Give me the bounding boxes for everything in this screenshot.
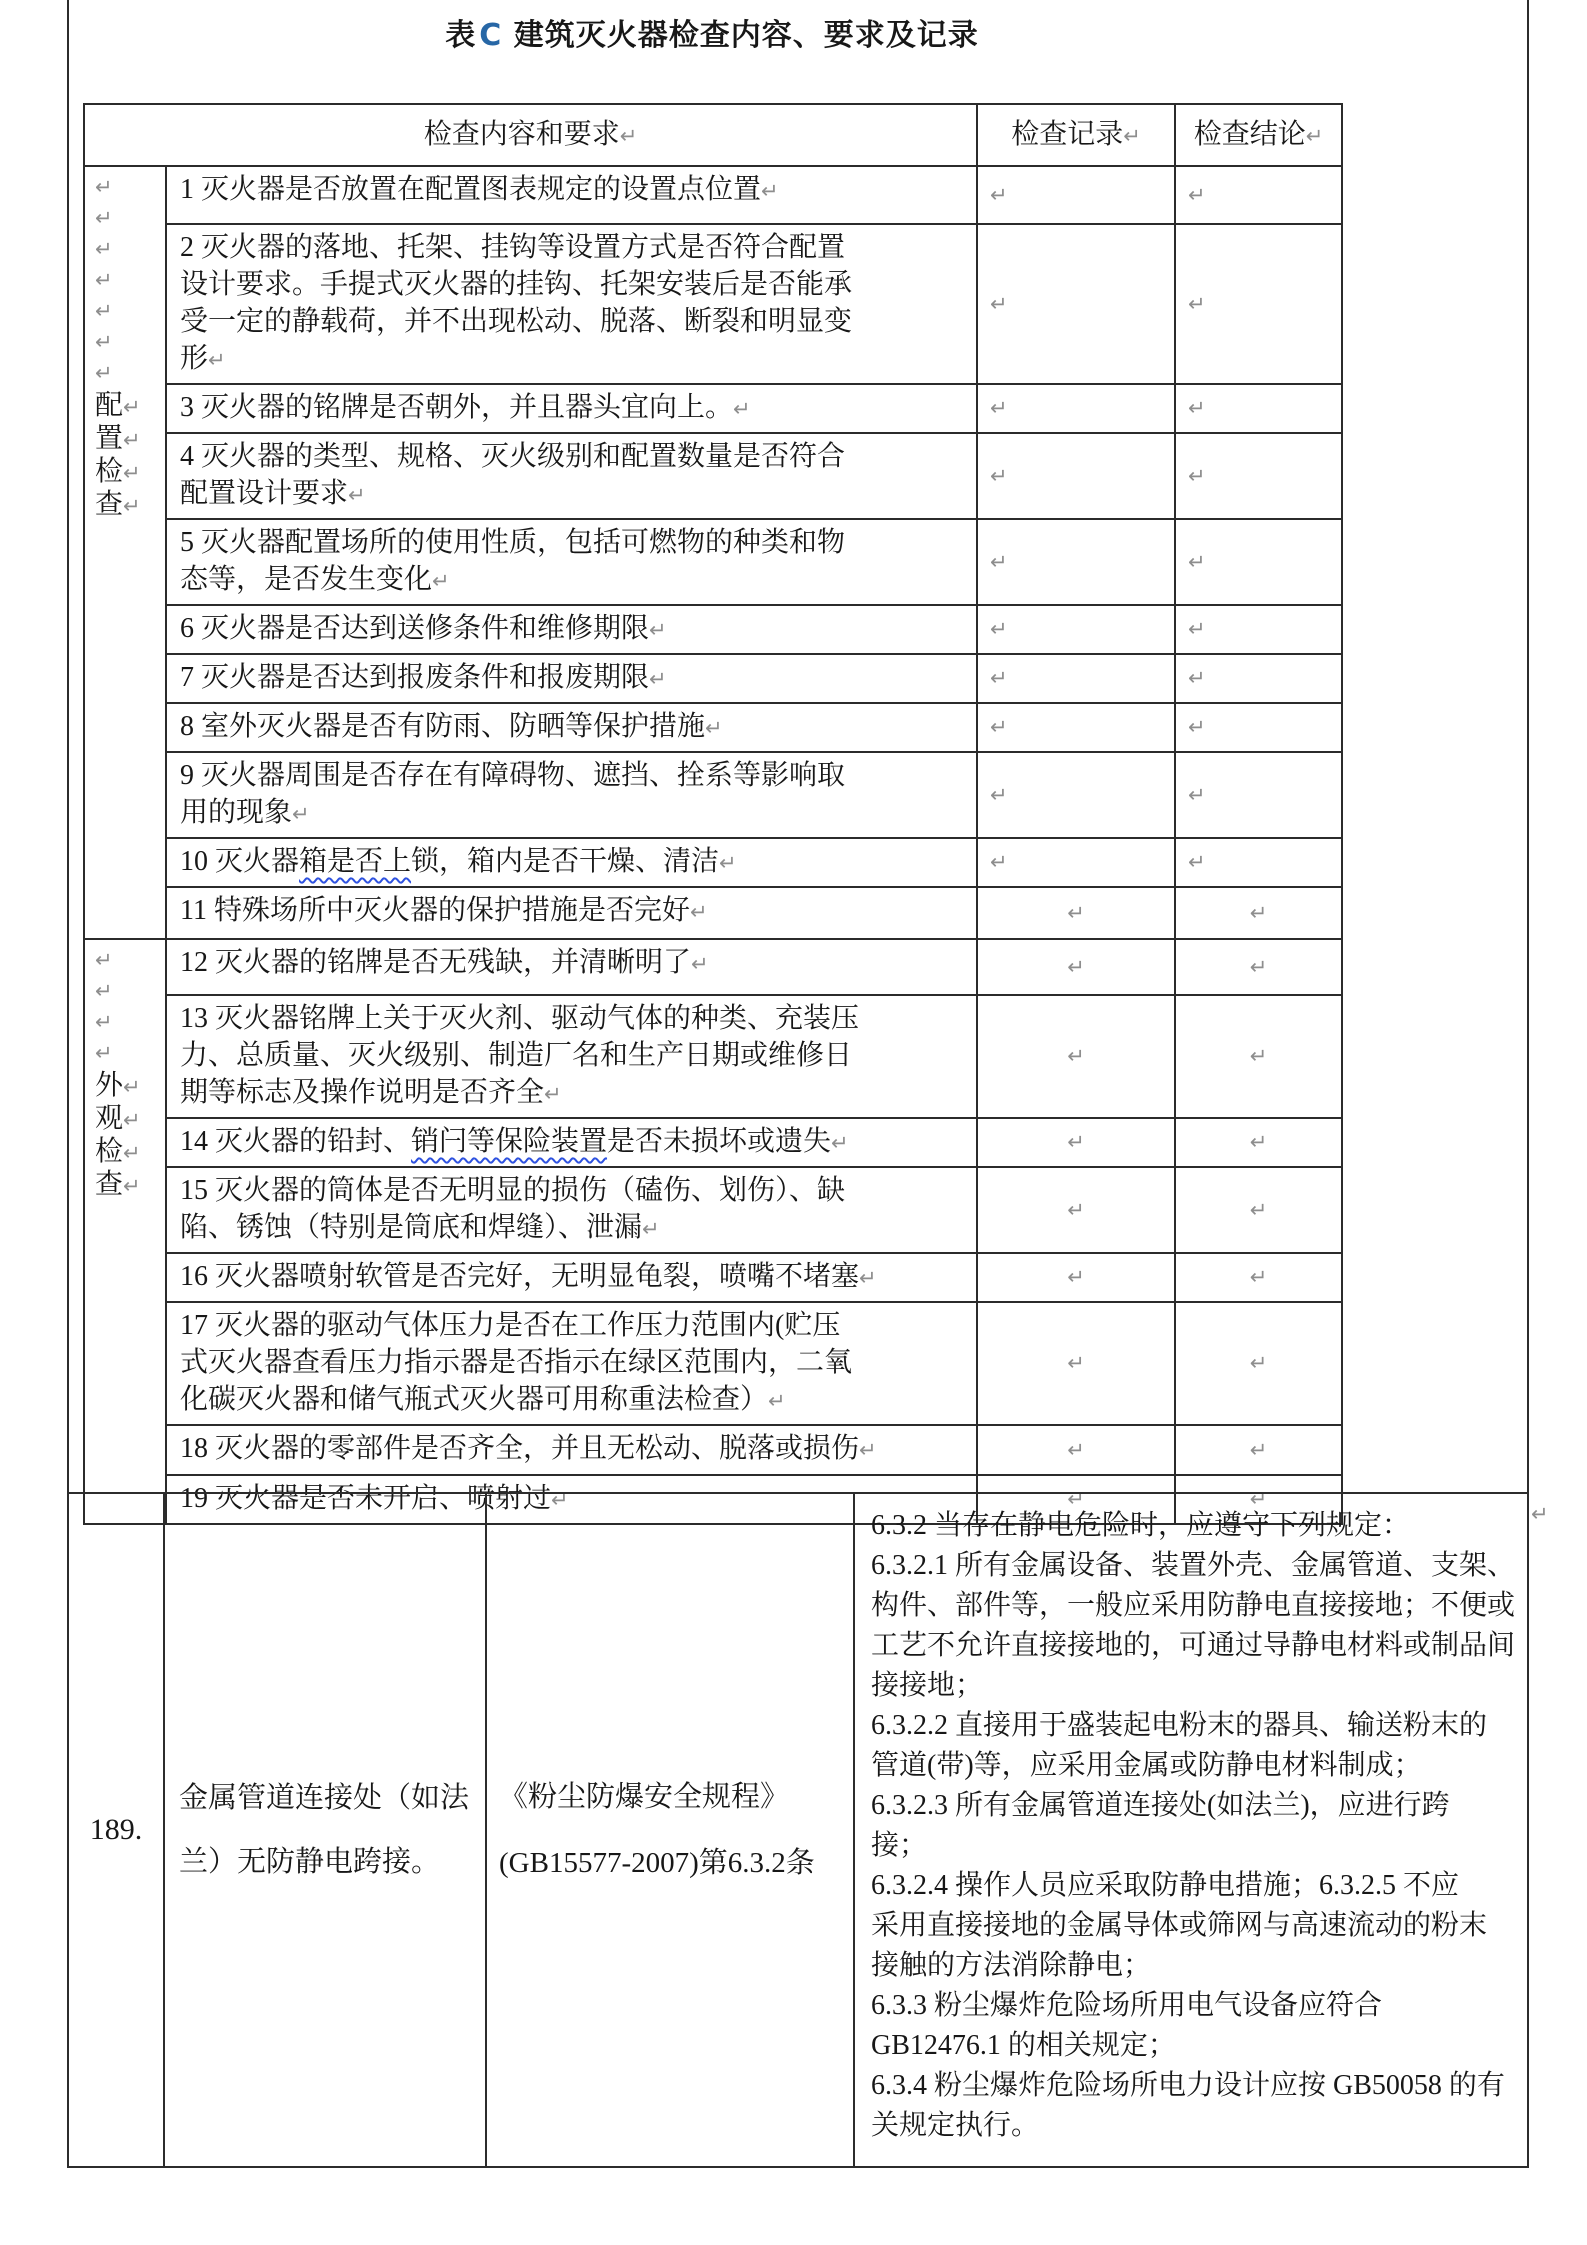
text-segment: 19 灭火器是否未开启、喷射过 bbox=[180, 1483, 552, 1514]
standard-text-line: 关规定执行。 bbox=[871, 2110, 1040, 2141]
text-segment: 配置设计要求 bbox=[180, 478, 349, 509]
item-text-cell bbox=[166, 433, 977, 519]
paragraph-mark: ↵ bbox=[123, 395, 141, 419]
title-prefix: 表 bbox=[445, 19, 477, 52]
text-segment: 1 灭火器是否放置在配置图表规定的设置点位置 bbox=[180, 174, 762, 205]
category-char: 观↵ bbox=[95, 1103, 141, 1134]
text-segment: 3 灭火器的铭牌是否朝外，并且器头宜向上。 bbox=[180, 392, 734, 423]
record-cell bbox=[977, 654, 1175, 703]
text-segment: 形 bbox=[180, 343, 209, 374]
paragraph-mark: ↵ bbox=[1067, 1437, 1085, 1462]
item-description-line: 金属管道连接处（如法 bbox=[179, 1782, 470, 1814]
paragraph-mark: ↵ bbox=[1531, 1502, 1549, 1526]
paragraph-mark: ↵ bbox=[1249, 1265, 1268, 1289]
text-segment: 18 灭火器的零部件是否齐全，并且无松动、脱落或损伤 bbox=[180, 1433, 860, 1464]
text-segment: 2 灭火器的落地、托架、挂钩等设置方式是否符合配置 bbox=[180, 232, 846, 263]
item-text-cell bbox=[166, 703, 977, 752]
text-line bbox=[180, 229, 970, 266]
item-number: 189. bbox=[89, 1813, 143, 1846]
paragraph-mark: ↵ bbox=[95, 237, 113, 261]
text-segment: 设计要求。手提式灭火器的挂钩、托架安装后是否能承 bbox=[180, 269, 853, 300]
conclusion-cell bbox=[1175, 224, 1342, 384]
standard-text-line: 6.3.2 当存在静电危险时，应遵守下列规定： bbox=[871, 1510, 1411, 1541]
text-line bbox=[180, 475, 970, 514]
table-row bbox=[84, 654, 1342, 703]
table-row bbox=[84, 752, 1342, 838]
paragraph-mark-line bbox=[95, 173, 163, 204]
standard-text-line: 工艺不允许直接接地的，可通过导静电材料或制品间 bbox=[871, 1630, 1516, 1661]
paragraph-mark: ↵ bbox=[619, 124, 638, 148]
text-segment: 15 灭火器的筒体是否无明显的损伤（磕伤、划伤）、缺 bbox=[180, 1175, 846, 1206]
paragraph-mark: ↵ bbox=[544, 1082, 562, 1106]
paragraph-mark: ↵ bbox=[123, 1108, 141, 1132]
text-segment: 12 灭火器的铭牌是否无残缺，并清晰明了 bbox=[180, 947, 692, 978]
table-row bbox=[84, 1118, 1342, 1167]
text-line bbox=[180, 171, 970, 210]
paragraph-mark: ↵ bbox=[1188, 666, 1206, 690]
item-text-cell bbox=[166, 1118, 977, 1167]
paragraph-mark: ↵ bbox=[208, 348, 226, 372]
paragraph-mark: ↵ bbox=[95, 175, 113, 199]
standard-text-line: 接触的方法消除静电； bbox=[871, 1950, 1152, 1981]
paragraph-mark: ↵ bbox=[768, 1389, 786, 1413]
table-row bbox=[84, 887, 1342, 939]
text-segment: 是否未损坏或遗失 bbox=[607, 1126, 832, 1157]
conclusion-cell bbox=[1175, 995, 1342, 1118]
standard-text-line: 6.3.2.2 直接用于盛装起电粉末的器具、输送粉末的 bbox=[871, 1710, 1488, 1741]
conclusion-cell bbox=[1175, 887, 1342, 939]
standard-text-line: 构件、部件等，一般应采用防静电直接接地；不便或 bbox=[871, 1590, 1516, 1621]
table-row bbox=[84, 1425, 1342, 1475]
paragraph-mark: ↵ bbox=[990, 291, 1008, 316]
paragraph-mark: ↵ bbox=[1067, 1197, 1085, 1222]
header-content-requirements: 检查内容和要求↵ bbox=[84, 104, 977, 166]
paragraph-mark: ↵ bbox=[551, 1488, 569, 1512]
spellcheck-underlined-text: 销闩等保险装置 bbox=[411, 1126, 608, 1157]
paragraph-mark: ↵ bbox=[1249, 1197, 1268, 1222]
paragraph-mark: ↵ bbox=[95, 979, 113, 1003]
paragraph-mark: ↵ bbox=[123, 461, 141, 485]
text-segment: 态等，是否发生变化 bbox=[180, 564, 433, 595]
record-cell bbox=[977, 166, 1175, 224]
text-line bbox=[180, 1344, 970, 1381]
record-cell bbox=[977, 838, 1175, 887]
defect-item-row-189 bbox=[69, 1492, 1527, 2166]
paragraph-mark-line bbox=[95, 359, 163, 390]
category-char: 查↵ bbox=[95, 1169, 141, 1200]
conclusion-cell bbox=[1175, 752, 1342, 838]
conclusion-cell bbox=[1175, 433, 1342, 519]
standard-text-line: 管道(带)等，应采用金属或防静电材料制成； bbox=[871, 1750, 1422, 1781]
text-line bbox=[180, 303, 970, 340]
text-segment: 化碳灭火器和储气瓶式灭火器可用称重法检查） bbox=[180, 1384, 769, 1415]
text-line bbox=[180, 561, 970, 600]
paragraph-mark: ↵ bbox=[990, 782, 1008, 807]
header-inspection-record: 检查记录↵ bbox=[977, 104, 1175, 166]
record-cell bbox=[977, 1118, 1175, 1167]
text-segment: 14 灭火器的铅封、 bbox=[180, 1126, 412, 1157]
paragraph-mark: ↵ bbox=[990, 463, 1008, 488]
paragraph-mark-line bbox=[95, 204, 163, 235]
text-line bbox=[180, 1307, 970, 1344]
paragraph-mark: ↵ bbox=[1188, 549, 1206, 574]
item-text-cell bbox=[166, 995, 977, 1118]
paragraph-mark: ↵ bbox=[1188, 850, 1206, 874]
item-description-line: 兰）无防静电跨接。 bbox=[179, 1846, 441, 1878]
paragraph-mark: ↵ bbox=[1067, 1487, 1085, 1511]
text-line bbox=[180, 794, 970, 833]
record-cell bbox=[977, 519, 1175, 605]
paragraph-mark: ↵ bbox=[990, 549, 1008, 574]
item-text-cell bbox=[166, 1253, 977, 1302]
text-line bbox=[180, 757, 970, 794]
text-line bbox=[180, 1258, 970, 1297]
text-line bbox=[180, 266, 970, 303]
record-cell bbox=[977, 605, 1175, 654]
paragraph-mark: ↵ bbox=[691, 952, 709, 976]
paragraph-mark: ↵ bbox=[1067, 1351, 1085, 1375]
paragraph-mark: ↵ bbox=[123, 494, 141, 518]
paragraph-mark: ↵ bbox=[1188, 617, 1206, 641]
record-cell bbox=[977, 939, 1175, 995]
paragraph-mark: ↵ bbox=[733, 397, 751, 421]
record-cell bbox=[977, 703, 1175, 752]
paragraph-mark: ↵ bbox=[1249, 1351, 1268, 1375]
paragraph-mark-line bbox=[95, 235, 163, 266]
conclusion-cell bbox=[1175, 605, 1342, 654]
paragraph-mark: ↵ bbox=[1067, 1265, 1085, 1289]
table-row bbox=[84, 384, 1342, 433]
spellcheck-underlined-text: 箱是否上 bbox=[299, 846, 412, 877]
paragraph-mark: ↵ bbox=[859, 1438, 877, 1462]
paragraph-mark: ↵ bbox=[95, 1041, 113, 1065]
item-text-cell bbox=[166, 224, 977, 384]
table-row bbox=[84, 939, 1342, 995]
paragraph-mark: ↵ bbox=[1188, 396, 1206, 420]
category-char: 配↵ bbox=[95, 390, 141, 421]
paragraph-mark-line bbox=[95, 1008, 163, 1039]
paragraph-mark: ↵ bbox=[649, 667, 667, 691]
category-cell-外观检查 bbox=[84, 939, 166, 1524]
text-line bbox=[180, 1123, 970, 1162]
conclusion-cell bbox=[1175, 939, 1342, 995]
conclusion-cell bbox=[1175, 1118, 1342, 1167]
text-segment: 陷、锈蚀（特别是筒底和焊缝）、泄漏 bbox=[180, 1212, 643, 1243]
paragraph-mark: ↵ bbox=[1067, 1044, 1085, 1068]
paragraph-mark: ↵ bbox=[1188, 715, 1206, 739]
standard-text-line: 6.3.2.3 所有金属管道连接处(如法兰)，应进行跨 bbox=[871, 1790, 1450, 1821]
paragraph-mark-line bbox=[95, 328, 163, 359]
text-segment: 锁，箱内是否干燥、清洁 bbox=[411, 846, 720, 877]
text-line bbox=[180, 389, 970, 428]
title-table-letter: C bbox=[479, 18, 503, 53]
text-line bbox=[180, 843, 970, 882]
record-cell bbox=[977, 1167, 1175, 1253]
standard-text-line: 6.3.2.4 操作人员应采取防静电措施；6.3.2.5 不应 bbox=[871, 1870, 1460, 1901]
paragraph-mark-line bbox=[95, 1039, 163, 1070]
title-text: 建筑灭火器检查内容、要求及记录 bbox=[505, 19, 979, 52]
paragraph-mark: ↵ bbox=[1249, 1437, 1268, 1462]
paragraph-mark: ↵ bbox=[95, 948, 113, 972]
text-line bbox=[180, 1074, 970, 1113]
paragraph-mark: ↵ bbox=[292, 802, 310, 826]
paragraph-mark: ↵ bbox=[95, 268, 113, 292]
text-line bbox=[180, 708, 970, 747]
paragraph-mark: ↵ bbox=[1067, 954, 1085, 979]
paragraph-mark: ↵ bbox=[689, 900, 708, 924]
paragraph-mark: ↵ bbox=[719, 851, 737, 875]
paragraph-mark: ↵ bbox=[1188, 291, 1206, 316]
item-text-cell bbox=[166, 838, 977, 887]
record-cell bbox=[977, 224, 1175, 384]
text-line bbox=[180, 340, 970, 379]
conclusion-cell bbox=[1175, 838, 1342, 887]
paragraph-mark: ↵ bbox=[1249, 954, 1268, 979]
paragraph-mark: ↵ bbox=[990, 666, 1008, 690]
standard-text-line: 接； bbox=[871, 1830, 928, 1861]
header-inspection-conclusion: 检查结论↵ bbox=[1175, 104, 1342, 166]
paragraph-mark: ↵ bbox=[95, 330, 113, 354]
table-row bbox=[84, 224, 1342, 384]
paragraph-mark: ↵ bbox=[1123, 124, 1141, 148]
text-line bbox=[180, 892, 970, 931]
text-segment: 9 灭火器周围是否存在有障碍物、遮挡、拴系等影响取 bbox=[180, 760, 846, 791]
table-row bbox=[84, 519, 1342, 605]
paragraph-mark: ↵ bbox=[123, 428, 141, 452]
paragraph-mark: ↵ bbox=[1188, 782, 1206, 807]
paragraph-mark: ↵ bbox=[990, 617, 1008, 641]
text-segment: 10 灭火器 bbox=[180, 846, 300, 877]
text-segment: 受一定的静载荷，并不出现松动、脱落、断裂和明显变 bbox=[180, 306, 853, 337]
item-standard-reference-cell bbox=[487, 1494, 855, 2166]
paragraph-mark: ↵ bbox=[990, 396, 1008, 420]
conclusion-cell bbox=[1175, 654, 1342, 703]
record-cell bbox=[977, 433, 1175, 519]
conclusion-cell bbox=[1175, 703, 1342, 752]
paragraph-mark: ↵ bbox=[1188, 463, 1206, 488]
paragraph-mark: ↵ bbox=[1305, 124, 1324, 148]
paragraph-mark: ↵ bbox=[1249, 900, 1268, 925]
text-line bbox=[180, 1381, 970, 1420]
conclusion-cell bbox=[1175, 1167, 1342, 1253]
text-line bbox=[180, 1000, 970, 1037]
category-cell-配置检查 bbox=[84, 166, 166, 939]
standard-text-line: 6.3.2.1 所有金属设备、装置外壳、金属管道、支架、 bbox=[871, 1550, 1516, 1581]
text-segment: 17 灭火器的驱动气体压力是否在工作压力范围内(贮压 bbox=[180, 1310, 841, 1341]
record-cell bbox=[977, 752, 1175, 838]
paragraph-mark: ↵ bbox=[649, 618, 667, 642]
paragraph-mark: ↵ bbox=[990, 182, 1008, 207]
paragraph-mark: ↵ bbox=[95, 361, 113, 385]
paragraph-mark-line bbox=[95, 266, 163, 297]
text-segment: 7 灭火器是否达到报废条件和报废期限 bbox=[180, 662, 650, 693]
paragraph-mark: ↵ bbox=[95, 299, 113, 323]
category-char: 外↵ bbox=[95, 1070, 141, 1101]
item-text-cell bbox=[166, 605, 977, 654]
paragraph-mark: ↵ bbox=[990, 715, 1008, 739]
paragraph-mark: ↵ bbox=[348, 483, 366, 507]
paragraph-mark: ↵ bbox=[1249, 1130, 1268, 1154]
table-row bbox=[84, 995, 1342, 1118]
table-row bbox=[84, 605, 1342, 654]
standard-text-line: 接接地； bbox=[871, 1670, 984, 1701]
text-segment: 5 灭火器配置场所的使用性质，包括可燃物的种类和物 bbox=[180, 527, 846, 558]
text-segment: 11 特殊场所中灭火器的保护措施是否完好 bbox=[180, 895, 690, 926]
text-segment: 6 灭火器是否达到送修条件和维修期限 bbox=[180, 613, 650, 644]
paragraph-mark: ↵ bbox=[95, 1010, 113, 1034]
category-char: 检↵ bbox=[95, 1136, 141, 1167]
item-text-cell bbox=[166, 887, 977, 939]
category-char: 置↵ bbox=[95, 423, 141, 454]
text-segment: 力、总质量、灭火级别、制造厂名和生产日期或维修日 bbox=[180, 1040, 853, 1071]
text-segment: 16 灭火器喷射软管是否完好，无明显龟裂，喷嘴不堵塞 bbox=[180, 1261, 860, 1292]
item-number-cell bbox=[69, 1494, 165, 2166]
paragraph-mark: ↵ bbox=[95, 206, 113, 230]
table-row bbox=[84, 166, 1342, 224]
extinguisher-inspection-table bbox=[83, 103, 1343, 1525]
table-row bbox=[84, 838, 1342, 887]
table-row bbox=[84, 1253, 1342, 1302]
paragraph-mark: ↵ bbox=[761, 179, 779, 203]
text-segment: 8 室外灭火器是否有防雨、防晒等保护措施 bbox=[180, 711, 706, 742]
text-line bbox=[180, 1037, 970, 1074]
conclusion-cell bbox=[1175, 384, 1342, 433]
conclusion-cell bbox=[1175, 1302, 1342, 1425]
item-text-cell bbox=[166, 752, 977, 838]
paragraph-mark: ↵ bbox=[990, 850, 1008, 874]
text-segment: 4 灭火器的类型、规格、灭火级别和配置数量是否符合 bbox=[180, 441, 846, 472]
paragraph-mark-line bbox=[95, 977, 163, 1008]
record-cell bbox=[977, 1253, 1175, 1302]
paragraph-mark: ↵ bbox=[123, 1075, 141, 1099]
paragraph-mark-line bbox=[95, 297, 163, 328]
item-text-cell bbox=[166, 384, 977, 433]
paragraph-mark: ↵ bbox=[642, 1217, 660, 1241]
text-line bbox=[180, 438, 970, 475]
item-text-cell bbox=[166, 519, 977, 605]
paragraph-mark: ↵ bbox=[1067, 1130, 1085, 1154]
conclusion-cell bbox=[1175, 1253, 1342, 1302]
record-cell bbox=[977, 1302, 1175, 1425]
document-title bbox=[83, 10, 1341, 54]
paragraph-mark: ↵ bbox=[1188, 182, 1206, 207]
paragraph-mark: ↵ bbox=[1249, 1044, 1268, 1068]
text-line bbox=[180, 1172, 970, 1209]
paragraph-mark-line bbox=[95, 946, 163, 977]
record-cell bbox=[977, 887, 1175, 939]
text-segment: 用的现象 bbox=[180, 797, 293, 828]
standard-reference-line: 《粉尘防爆安全规程》 bbox=[499, 1781, 790, 1813]
paragraph-mark: ↵ bbox=[432, 569, 450, 593]
table-row bbox=[84, 703, 1342, 752]
item-text-cell bbox=[166, 1167, 977, 1253]
item-text-cell bbox=[166, 1425, 977, 1475]
record-cell bbox=[977, 995, 1175, 1118]
standard-text-line: 6.3.3 粉尘爆炸危险场所用电气设备应符合 bbox=[871, 1990, 1383, 2021]
text-segment: 期等标志及操作说明是否齐全 bbox=[180, 1077, 545, 1108]
category-char: 查↵ bbox=[95, 489, 141, 520]
paragraph-mark: ↵ bbox=[123, 1174, 141, 1198]
text-line bbox=[180, 610, 970, 649]
item-text-cell bbox=[166, 1302, 977, 1425]
text-line bbox=[180, 1430, 970, 1469]
text-segment: 13 灭火器铭牌上关于灭火剂、驱动气体的种类、充装压 bbox=[180, 1003, 860, 1034]
standard-reference-line: (GB15577-2007)第6.3.2条 bbox=[499, 1847, 815, 1879]
table-row bbox=[84, 1302, 1342, 1425]
text-line bbox=[180, 944, 970, 983]
conclusion-cell bbox=[1175, 519, 1342, 605]
conclusion-cell bbox=[1175, 1425, 1342, 1475]
text-line bbox=[180, 524, 970, 561]
record-cell bbox=[977, 1425, 1175, 1475]
paragraph-mark: ↵ bbox=[859, 1266, 877, 1290]
item-text-cell bbox=[166, 654, 977, 703]
paragraph-mark: ↵ bbox=[705, 716, 723, 740]
table-row bbox=[84, 433, 1342, 519]
paragraph-mark: ↵ bbox=[831, 1131, 849, 1155]
standard-text-line: GB12476.1 的相关规定； bbox=[871, 2030, 1176, 2061]
category-char: 检↵ bbox=[95, 456, 141, 487]
paragraph-mark: ↵ bbox=[1067, 900, 1085, 925]
text-line bbox=[180, 659, 970, 698]
record-cell bbox=[977, 384, 1175, 433]
item-text-cell bbox=[166, 939, 977, 995]
header-row bbox=[84, 104, 1342, 166]
item-description-cell bbox=[165, 1494, 487, 2166]
text-line bbox=[180, 1209, 970, 1248]
item-standard-text-cell bbox=[855, 1494, 1527, 2166]
paragraph-mark: ↵ bbox=[123, 1141, 141, 1165]
standard-text-line: 采用直接接地的金属导体或筛网与高速流动的粉末 bbox=[871, 1910, 1488, 1941]
conclusion-cell bbox=[1175, 166, 1342, 224]
text-segment: 式灭火器查看压力指示器是否指示在绿区范围内，二氧 bbox=[180, 1347, 853, 1378]
table-row bbox=[84, 1167, 1342, 1253]
paragraph-mark: ↵ bbox=[1249, 1487, 1268, 1511]
standard-text-line: 6.3.4 粉尘爆炸危险场所电力设计应按 GB50058 的有 bbox=[871, 2070, 1505, 2101]
item-text-cell bbox=[166, 166, 977, 224]
